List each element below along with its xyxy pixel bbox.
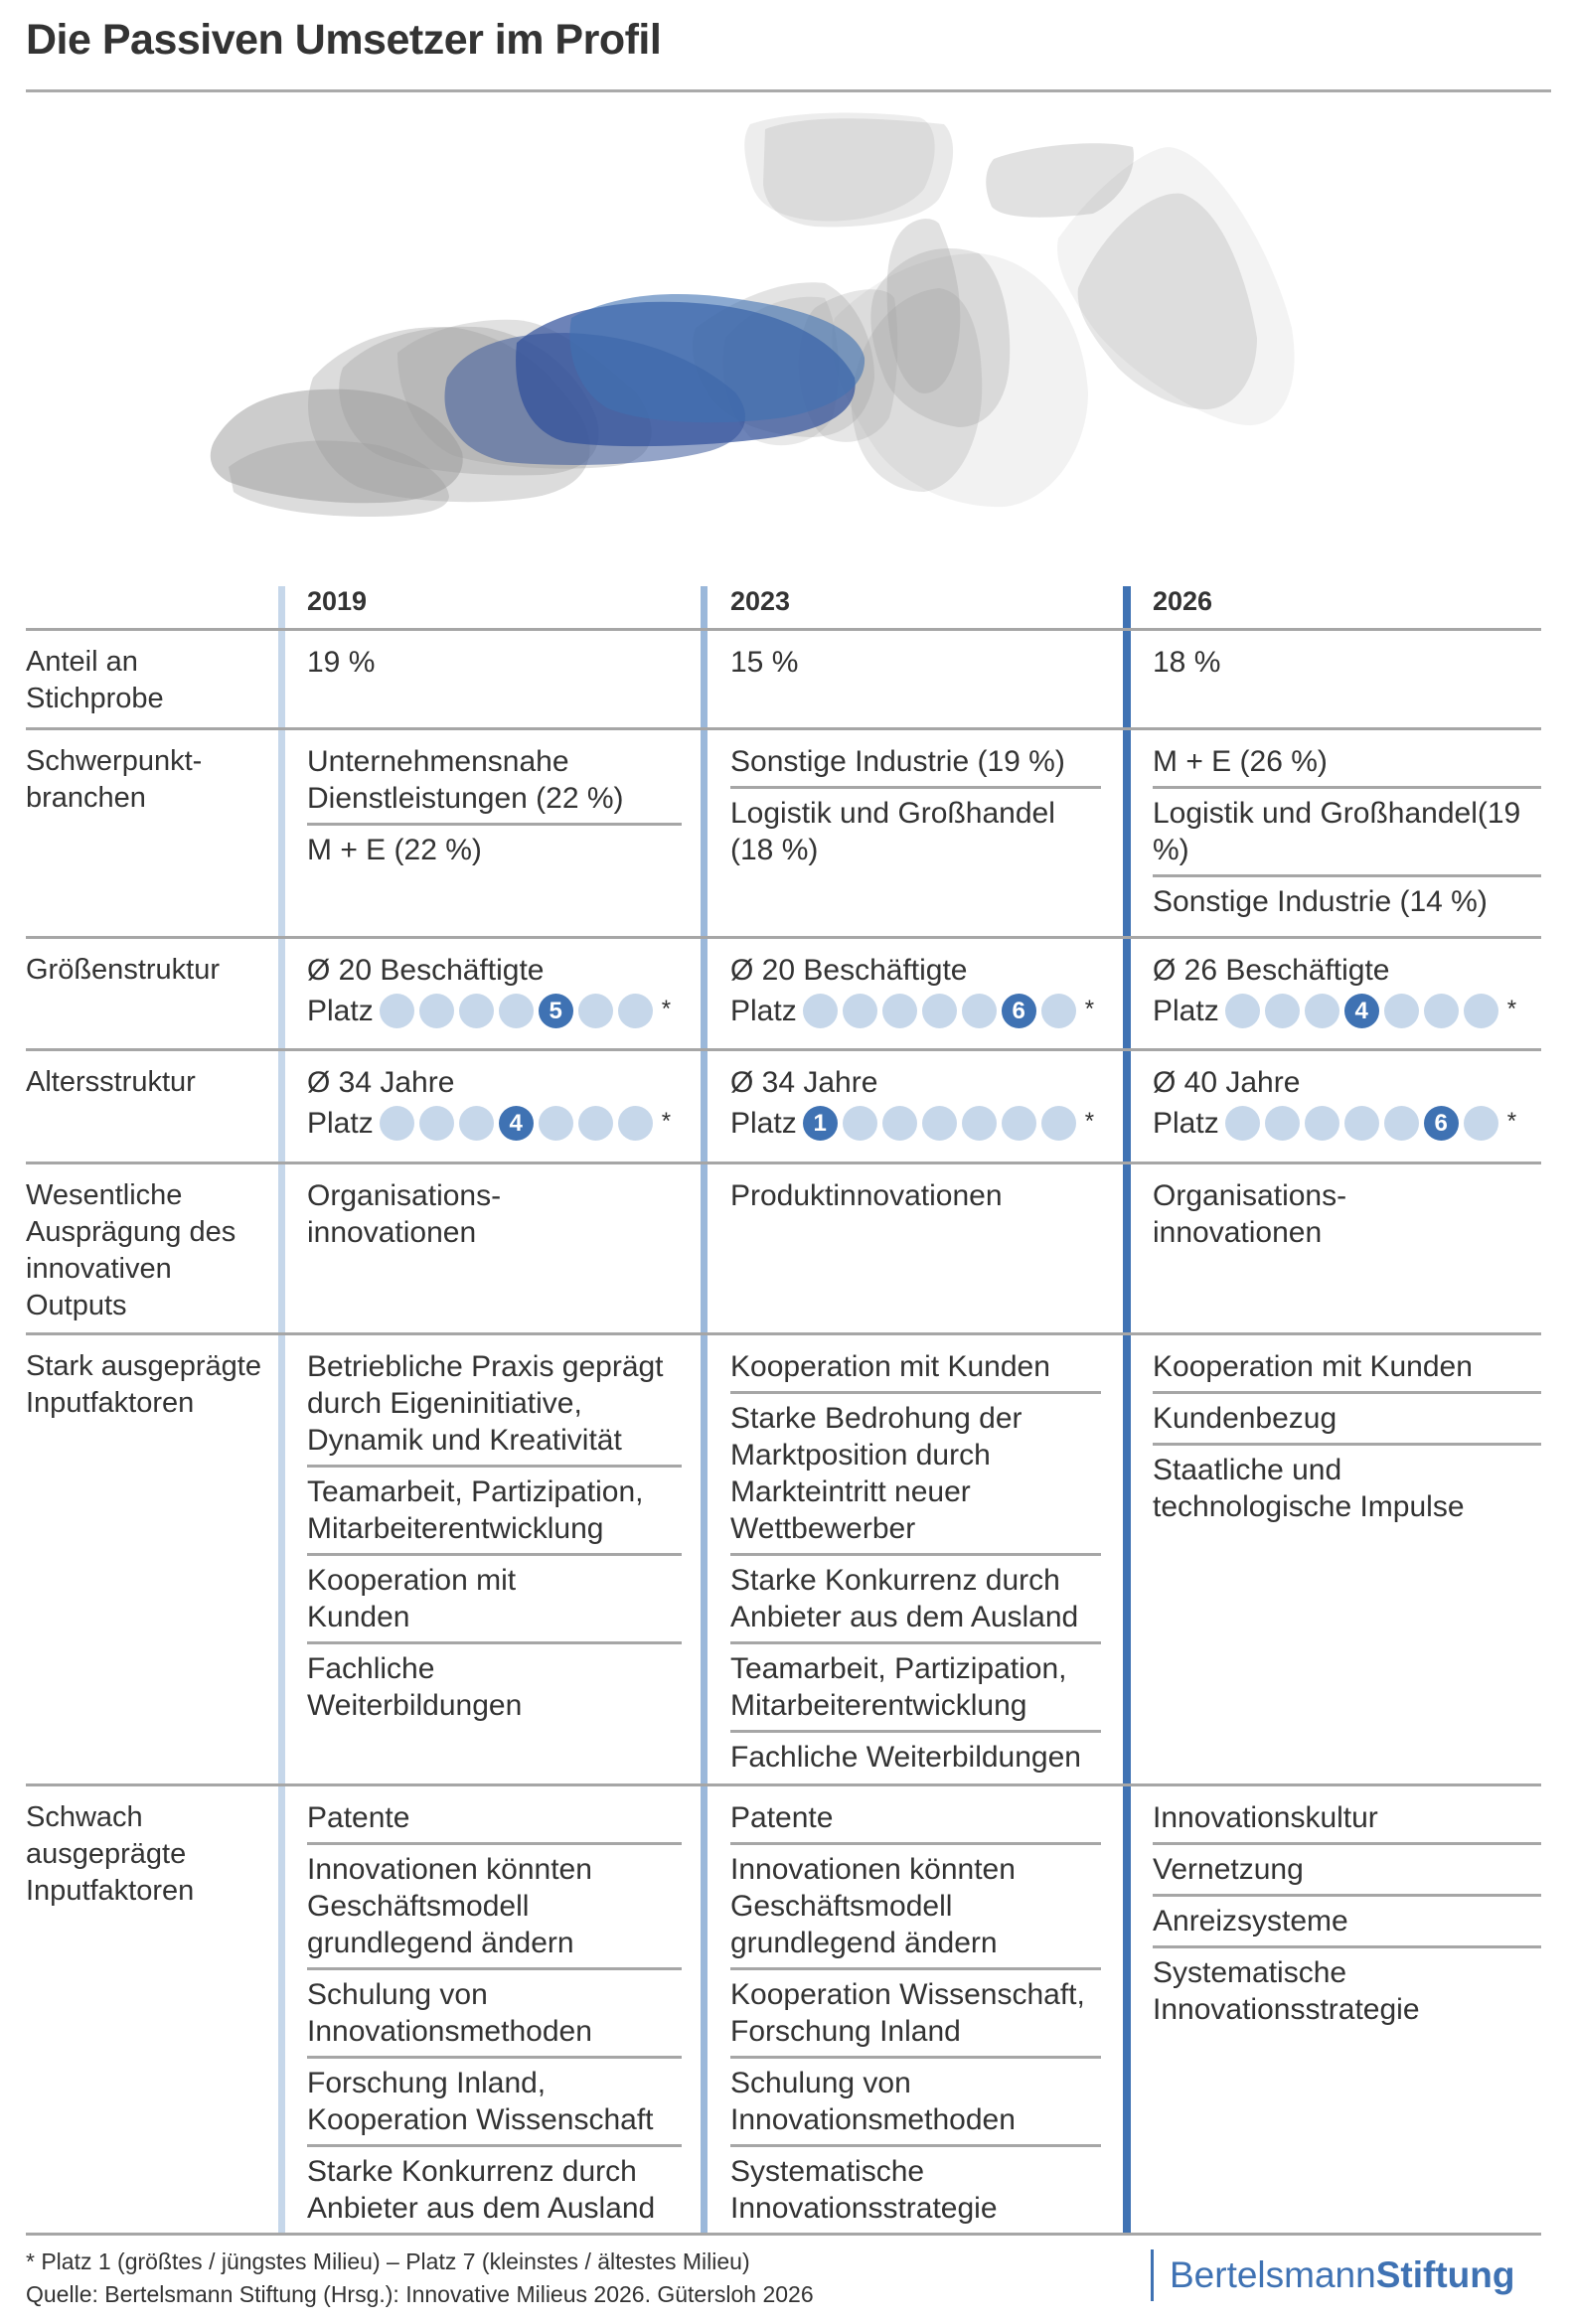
cell-anteil-2023 — [730, 644, 1101, 687]
cell-item: Kooperation mit Kunden — [730, 1348, 1101, 1394]
rank-dot-active: 1 — [803, 1106, 838, 1141]
cell-item: Betriebliche Praxis geprägt durch Eigeninitiative, Dynamik und Kreativität — [307, 1348, 682, 1468]
cell-schwach-2023 — [730, 1799, 1101, 2233]
cell-alter-2026 — [1153, 1064, 1541, 1143]
column-line-2023 — [701, 586, 708, 2236]
cell-anteil-2019 — [307, 644, 682, 687]
rank-dot — [618, 1106, 653, 1141]
rank-label: Platz — [730, 994, 797, 1027]
cell-item: Innovationen könnten Geschäftsmodell grundlegend ändern — [307, 1845, 682, 1970]
cell-item: Logistik und Großhandel (18 %) — [730, 797, 1055, 866]
rank-indicator — [307, 991, 682, 1030]
rank-dot — [962, 994, 997, 1028]
rank-dot — [1041, 1106, 1076, 1141]
cell-groesse-2023 — [730, 952, 1101, 1030]
blob-gray — [763, 118, 953, 227]
rank-dot — [922, 994, 957, 1028]
rank-dot — [882, 1106, 917, 1141]
rank-dot — [843, 994, 877, 1028]
cell-item: Organisations-innovationen — [307, 1179, 502, 1249]
row-divider — [26, 1783, 1541, 1786]
rank-dot — [962, 1106, 997, 1141]
cell-item: Innovationskultur — [1153, 1799, 1541, 1845]
cell-item: Schulung von Innovationsmethoden — [307, 1970, 682, 2059]
cell-item: Organisations-innovationen — [1153, 1179, 1347, 1249]
cell-stark-2023 — [730, 1348, 1101, 1782]
rank-dot — [459, 994, 494, 1028]
cell-item: Vernetzung — [1153, 1845, 1541, 1897]
cell-item: Unternehmensnahe Dienstleistungen (22 %) — [307, 743, 682, 826]
rank-dot — [578, 1106, 613, 1141]
footnote-block — [26, 2246, 814, 2311]
cell-groesse-2026 — [1153, 952, 1541, 1030]
avg-value: Ø 40 Jahre — [1153, 1066, 1301, 1099]
footnote-asterisk: * — [661, 996, 672, 1022]
rank-indicator — [730, 991, 1101, 1030]
rank-label: Platz — [307, 994, 374, 1027]
rank-dot — [459, 1106, 494, 1141]
rank-dot — [499, 994, 534, 1028]
cell-output-2026 — [1153, 1177, 1351, 1257]
column-header-2019: 2019 — [307, 586, 368, 616]
cell-item: 18 % — [1153, 646, 1221, 679]
rank-indicator — [730, 1103, 1101, 1143]
rank-dot — [1464, 1106, 1498, 1141]
row-label-schwach: Schwach ausgeprägte Inputfaktoren — [26, 1801, 195, 1907]
rank-dot — [1041, 994, 1076, 1028]
cell-schwach-2019 — [307, 1799, 682, 2233]
cell-item: M + E (22 %) — [307, 834, 482, 866]
page-title: Die Passiven Umsetzer im Profil — [26, 16, 662, 64]
logo-text — [1170, 2254, 1514, 2296]
row-divider — [26, 628, 1541, 631]
rank-dot — [618, 994, 653, 1028]
cell-anteil-2026 — [1153, 644, 1541, 687]
rank-indicator — [1153, 991, 1541, 1030]
footnote-asterisk: * — [1506, 996, 1517, 1022]
row-divider — [26, 2233, 1541, 2236]
rank-dot — [539, 1106, 573, 1141]
cell-schwerpunkt-2019 — [307, 743, 682, 874]
cell-item: 15 % — [730, 646, 799, 679]
cell-schwerpunkt-2023 — [730, 743, 1101, 874]
cell-item: 19 % — [307, 646, 376, 679]
column-header-2026: 2026 — [1153, 586, 1213, 616]
cell-item: Kundenbezug — [1153, 1394, 1541, 1446]
cell-item: Produktinnovationen — [730, 1179, 1003, 1212]
cell-item: Starke Konkurrenz durch Anbieter aus dem Ausland — [730, 1556, 1101, 1644]
cell-item: Anreizsysteme — [1153, 1897, 1541, 1948]
milieu-blob-illustration — [0, 99, 1573, 556]
rank-dot — [1384, 1106, 1419, 1141]
avg-value: Ø 20 Beschäftigte — [730, 954, 968, 987]
rank-dot — [1305, 994, 1339, 1028]
footnote-asterisk: * — [1084, 1108, 1095, 1135]
cell-item: Kooperation mit Kunden — [1153, 1348, 1541, 1394]
row-divider — [26, 1162, 1541, 1164]
rank-label: Platz — [1153, 1106, 1219, 1140]
rank-dot — [1344, 1106, 1379, 1141]
title-divider — [26, 89, 1551, 92]
cell-item: Fachliche Weiterbildungen — [730, 1741, 1081, 1774]
rank-label: Platz — [730, 1106, 797, 1140]
footnote-ranking: * Platz 1 (größtes / jüngstes Milieu) – Platz 7 (kleinstes / ältestes Milieu) — [26, 2248, 750, 2274]
cell-item: Sonstige Industrie (19 %) — [730, 743, 1101, 789]
rank-dot-active: 5 — [539, 994, 573, 1028]
rank-dot — [1225, 1106, 1260, 1141]
cell-item: Starke Konkurrenz durch Anbieter aus dem Ausland — [307, 2155, 656, 2225]
rank-label: Platz — [307, 1106, 374, 1140]
rank-dot — [843, 1106, 877, 1141]
rank-indicator — [1153, 1103, 1541, 1143]
rank-label: Platz — [1153, 994, 1219, 1027]
rank-dot — [1225, 994, 1260, 1028]
rank-dot — [1265, 1106, 1300, 1141]
avg-value: Ø 34 Jahre — [307, 1066, 455, 1099]
row-divider — [26, 727, 1541, 730]
cell-schwach-2026 — [1153, 1799, 1541, 2034]
rank-dot — [1002, 1106, 1036, 1141]
row-divider — [26, 936, 1541, 939]
cell-schwerpunkt-2026 — [1153, 743, 1541, 926]
rank-dot — [380, 994, 414, 1028]
cell-stark-2019 — [307, 1348, 682, 1730]
cell-output-2019 — [307, 1177, 506, 1257]
rank-dot-active: 6 — [1002, 994, 1036, 1028]
cell-item: M + E (26 %) — [1153, 743, 1541, 789]
cell-item: Innovationen könnten Geschäftsmodell grundlegend ändern — [730, 1845, 1101, 1970]
row-label-groesse: Größenstruktur — [26, 954, 220, 986]
bertelsmann-stiftung-logo — [1151, 2247, 1514, 2302]
cell-item: Kooperation Wissenschaft, Forschung Inland — [730, 1970, 1101, 2059]
cell-alter-2019 — [307, 1064, 682, 1143]
rank-dot-active: 4 — [1344, 994, 1379, 1028]
cell-output-2023 — [730, 1177, 1101, 1220]
rank-dot — [803, 994, 838, 1028]
cell-item: Schulung von Innovationsmethoden — [730, 2059, 1101, 2147]
column-line-2019 — [278, 586, 285, 2236]
avg-value: Ø 34 Jahre — [730, 1066, 878, 1099]
rank-dot — [578, 994, 613, 1028]
cell-item: Staatliche und technologische Impulse — [1153, 1454, 1465, 1523]
cell-item: Fachliche Weiterbildungen — [307, 1652, 523, 1722]
footnote-asterisk: * — [661, 1108, 672, 1135]
rank-indicator — [307, 1103, 682, 1143]
rank-dot — [380, 1106, 414, 1141]
row-label-output: Wesentliche Ausprägung des innovativen Outputs — [26, 1179, 236, 1321]
cell-item: Teamarbeit, Partizipation, Mitarbeiterentwicklung — [307, 1468, 682, 1556]
rank-dot — [1305, 1106, 1339, 1141]
logo-text-part2: Stiftung — [1375, 2253, 1515, 2295]
avg-value: Ø 26 Beschäftigte — [1153, 954, 1390, 987]
cell-item: Logistik und Großhandel(19 %) — [1153, 789, 1541, 877]
rank-dot — [1384, 994, 1419, 1028]
logo-bar — [1151, 2249, 1154, 2301]
rank-dot-active: 4 — [499, 1106, 534, 1141]
rank-dot — [882, 994, 917, 1028]
rank-dot — [1464, 994, 1498, 1028]
cell-stark-2026 — [1153, 1348, 1541, 1531]
row-label-alter: Altersstruktur — [26, 1066, 196, 1098]
rank-dot — [419, 1106, 454, 1141]
cell-item: Systematische Innovationsstrategie — [730, 2155, 998, 2225]
cell-item: Forschung Inland, Kooperation Wissenschaft — [307, 2059, 682, 2147]
rank-dot-active: 6 — [1424, 1106, 1459, 1141]
rank-dot — [922, 1106, 957, 1141]
avg-value: Ø 20 Beschäftigte — [307, 954, 545, 987]
row-label-stark: Stark ausgeprägte Inputfaktoren — [26, 1350, 261, 1419]
cell-item: Kooperation mit Kunden — [307, 1556, 682, 1644]
cell-item: Starke Bedrohung der Marktposition durch Markteintritt neuer Wettbewerber — [730, 1394, 1101, 1556]
footnote-asterisk: * — [1084, 996, 1095, 1022]
cell-item: Sonstige Industrie (14 %) — [1153, 885, 1488, 918]
column-header-2023: 2023 — [730, 586, 791, 616]
row-divider — [26, 1332, 1541, 1335]
cell-item: Systematische Innovationsstrategie — [1153, 1956, 1420, 2026]
cell-item: Patente — [730, 1799, 1101, 1845]
column-line-2026 — [1123, 586, 1131, 2236]
rank-dot — [1424, 994, 1459, 1028]
cell-item: Teamarbeit, Partizipation, Mitarbeiterentwicklung — [730, 1644, 1101, 1733]
cell-item: Patente — [307, 1799, 682, 1845]
rank-dot — [419, 994, 454, 1028]
logo-text-part1: Bertelsmann — [1170, 2253, 1376, 2295]
cell-groesse-2019 — [307, 952, 682, 1030]
row-divider — [26, 1048, 1541, 1051]
footnote-asterisk: * — [1506, 1108, 1517, 1135]
source-note: Quelle: Bertelsmann Stiftung (Hrsg.): Innovative Milieus 2026. Gütersloh 2026 — [26, 2281, 814, 2307]
cell-alter-2023 — [730, 1064, 1101, 1143]
row-label-anteil: Anteil an Stichprobe — [26, 646, 164, 714]
rank-dot — [1265, 994, 1300, 1028]
row-label-schwerpunkt: Schwerpunkt-branchen — [26, 745, 203, 814]
